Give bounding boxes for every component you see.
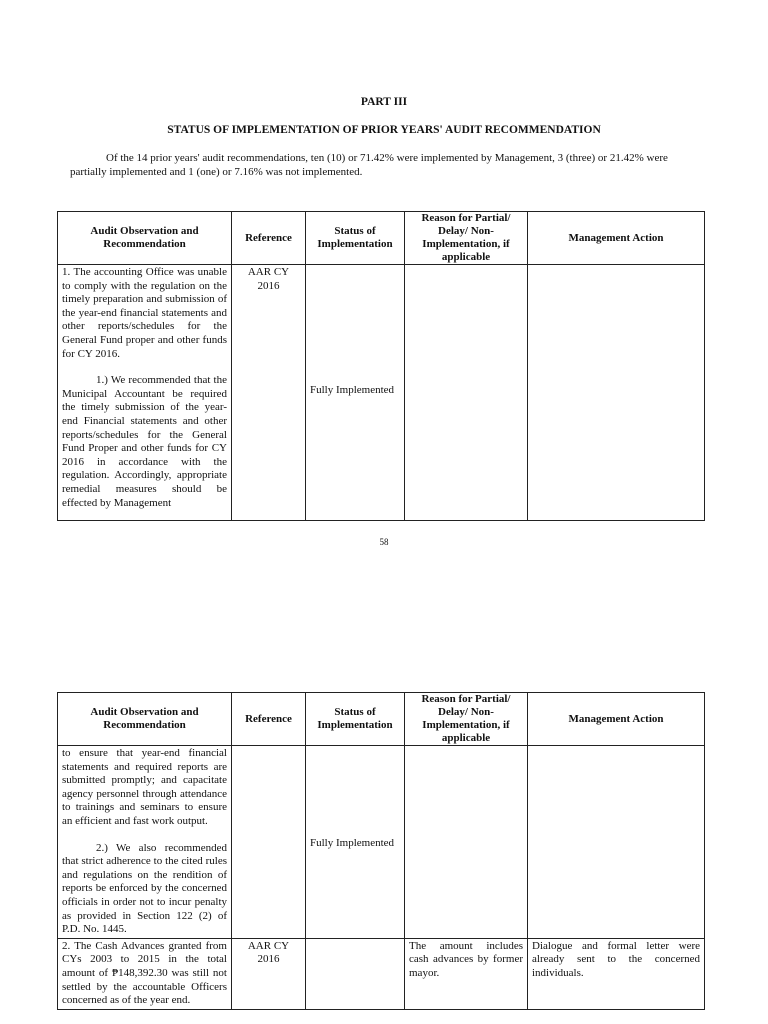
intro-line-1: Of the 14 prior years' audit recommendations, ten (10) or 71.42% were implemented by Management, 3 (three) or 21.42% were: [106, 152, 668, 164]
observation-cell: [58, 746, 232, 939]
header-action: Management Action: [528, 212, 705, 265]
action-cell: [528, 265, 705, 521]
audit-table-page-58: [57, 211, 705, 521]
header-status: Status of Implementation: [306, 693, 405, 746]
table-header-row: [58, 693, 705, 746]
reason-cell: The amount includes cash advances by former mayor.: [405, 938, 528, 1009]
reason-cell: [405, 265, 528, 521]
part-title: PART III: [360, 96, 408, 108]
reference-cell: [232, 746, 306, 939]
header-observation: Audit Observation and Recommendation: [58, 693, 232, 746]
action-cell: [528, 746, 705, 939]
report-title: STATUS OF IMPLEMENTATION OF PRIOR YEARS' AUDIT RECOMMENDATION: [167, 124, 601, 136]
status-text: Fully Implemented: [310, 384, 395, 396]
observation-text: 1. The accounting Office was unable to comply with the regulation on the timely preparation and submission of the year-end financial statements and other reports/schedules for the General Fund proper and other funds for CY 2016.: [62, 266, 227, 360]
intro-line-2: partially implemented and 1 (one) or 7.16% was not implemented.: [70, 166, 363, 178]
table-header-row: [58, 212, 705, 265]
table-row: [58, 938, 705, 1009]
table-row: [58, 746, 705, 939]
action-cell: Dialogue and formal letter were already sent to the concerned individuals.: [528, 938, 705, 1009]
header-status: Status of Implementation: [306, 212, 405, 265]
table-row: [58, 265, 705, 521]
observation-cell: [58, 265, 232, 521]
observation-text: to ensure that year-end financial statements and required reports are submitted promptly; and capacitate agency personnel through attendance to trainings and seminars to ensure an efficient and fast work output.: [62, 747, 227, 827]
header-observation: Audit Observation and Recommendation: [58, 212, 232, 265]
audit-table-page-59: [57, 692, 705, 1010]
page-number: 58: [379, 537, 389, 547]
reference-cell: AAR CY 2016: [232, 265, 306, 521]
status-cell: [306, 746, 405, 939]
recommendation-text: 2.) We also recommended that strict adherence to the cited rules and regulations on the rendition of reports be enforced by the concerned officials in order not to incur penalty as provided in Section 122 (2) of P.D. No. 1445.: [62, 841, 227, 936]
status-text: Fully Implemented: [310, 837, 395, 849]
reason-cell: [405, 746, 528, 939]
status-cell: [306, 938, 405, 1009]
observation-cell: 2. The Cash Advances granted from CYs 2003 to 2015 in the total amount of ₱148,392.30 was still not settled by the accountable Officers concerned as of the year end.: [58, 938, 232, 1009]
header-reason: Reason for Partial/ Delay/ Non-Implementation, if applicable: [405, 212, 528, 265]
intro-paragraph: [70, 151, 700, 179]
header-reason: Reason for Partial/ Delay/ Non-Implementation, if applicable: [405, 693, 528, 746]
header-reference: Reference: [232, 212, 306, 265]
reference-cell: AAR CY 2016: [232, 938, 306, 1009]
header-reference: Reference: [232, 693, 306, 746]
recommendation-text: 1.) We recommended that the Municipal Accountant be required the timely submission of the year-end Financial statements and other reports/schedules for the General Fund Proper and other funds for CY 2016 in accordance with the regulation. Accordingly, appropriate remedial measures should be effected by Management: [62, 374, 227, 509]
header-action: Management Action: [528, 693, 705, 746]
status-cell: [306, 265, 405, 521]
